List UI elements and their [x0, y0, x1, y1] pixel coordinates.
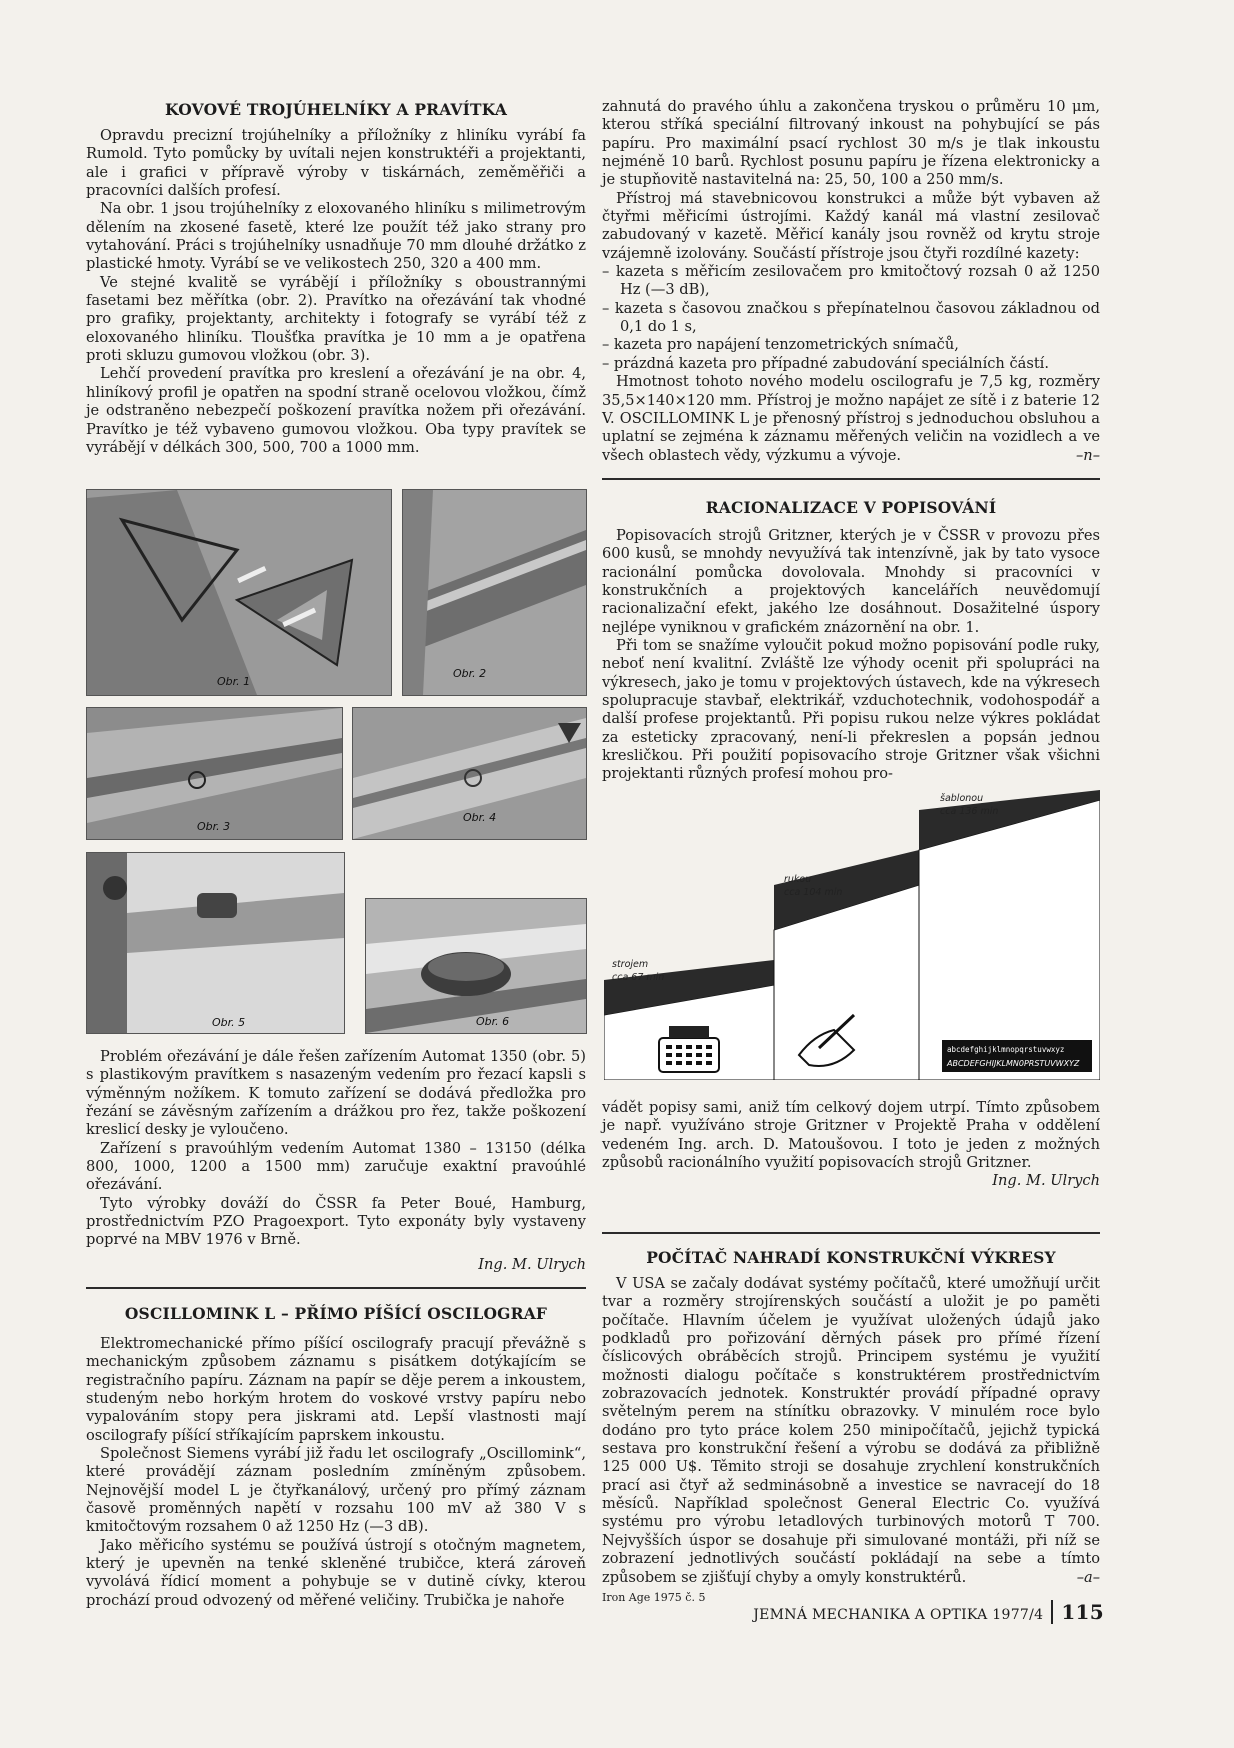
paragraph: Lehčí provedení pravítka pro kreslení a ořezávání je na obr. 4, hliníkový profil je opatřen na spodní straně ocelovou vložkou, čímž je odstraněno nebezpečí poškození pravítka nožem při ořezávání. Pravítko je též vybaveno gumovou vložkou. Oba typy pravítek se vyrábějí v délkách 300, 500, 700 a 1000 mm.	[86, 365, 586, 456]
article-title: KOVOVÉ TROJÚHELNÍKY A PRAVÍTKA	[164, 100, 508, 119]
divider	[602, 478, 1100, 480]
paragraph: Společnost Siemens vyrábí již řadu let oscilografy „Oscillomink“, které provádějí záznam posledním zmíněným způsobem. Nejnovější model L je čtyřkanálový, určený pro přímý záznam časově proměnných napětí v rozsahu 100 mV až 380 V s kmitočtovým rozsahem 0 až 1250 Hz (—3 dB).	[86, 1445, 586, 1536]
label-stroj: strojem	[612, 959, 649, 970]
list-item: – kazeta s časovou značkou s přepínatelnou časovou základnou od 0,1 do 1 s,	[602, 299, 1100, 336]
paragraph: Hmotnost tohoto nového modelu oscilografu je 7,5 kg, rozměry 35,5×140×120 mm. Přístroj je možno napájet ze sítě i z baterie 12 V. OSCILLOMINK L je přenosný přístroj s jednoduchou obsluhou a uplatní se zejména k záznamu měřených veličin na vozidlech a ve všech oblastech vědy, výzkumu a vývoje.	[602, 373, 1100, 464]
photo-label: Obr. 4	[463, 811, 497, 824]
divider	[86, 1287, 586, 1289]
stencil-sample	[942, 1040, 1092, 1072]
page-number: 115	[1051, 1600, 1104, 1624]
journal-name: JEMNÁ MECHANIKA A OPTIKA 1977/4	[753, 1607, 1044, 1623]
photo-obr-2	[402, 489, 587, 696]
source-note: Iron Age 1975 č. 5	[602, 1591, 706, 1605]
paragraph: Přístroj má stavebnicovou konstrukci a může být vybaven až čtyřmi měřicími ústrojími. Každý kanál má vlastní zesilovač zabudovaný v kazetě. Měřicí kanály jsou rovněž od krytu stroje vzájemně izolovány. Součástí přístroje jsou čtyři rozdílné kazety:	[602, 189, 1100, 262]
article-title: POČÍTAČ NAHRADÍ KONSTRUKČNÍ VÝKRESY	[646, 1248, 1056, 1267]
divider	[602, 1232, 1100, 1234]
paragraph: vádět popisy sami, aniž tím celkový dojem utrpí. Tímto způsobem je např. využíváno stroje Gritzner v Projektě Praha v oddělení vedeném Ing. arch. D. Matoušovou. I toto je jeden z možných způsobů racionálního využití popisovacích strojů Gritzner.	[602, 1099, 1100, 1172]
paragraph: V USA se začaly dodávat systémy počítačů, které umožňují určit tvar a rozměry strojírenských součástí a uložit je po paměti počítače. Hlavním účelem je využívat uložených údajů jako podkladů pro pořizování děrných pásek pro přímé řízení číslicových obráběcích strojů. Principem systému je využití možnosti dialogu počítače s konstruktérem prostřednictvím zobrazovacích jednotek. Konstruktér provádí případné opravy světelným perem na stínítku obrazovky. V minulém roce bylo dodáno pro tyto práce kolem 250 minipočítačů, jejichž typická sestava pro konstrukční řešení a výrobu se dodává za přibližně 125 000 U$. Těmito stroji se dosahuje zrychlení konstrukčních prací asi čtyř až sedminásobně a investice se navracejí do 18 měsíců. Například společnost General Electric Co. využívá systému pro výrobu letadlových turbinových motorů T 700. Nejvyšších úspor se dosahuje při simulované montáži, při níž se zobrazení jednotlivých součástí pokládají na sebe a tímto způsobem se zjišťují chyby a omyly konstruktérů.	[602, 1275, 1100, 1586]
article-pocitac	[602, 1248, 1100, 1604]
figure-drawing	[604, 790, 1100, 1080]
photo-obr-3	[86, 707, 343, 840]
paragraph: Na obr. 1 jsou trojúhelníky z eloxovaného hliníku s milimetrovým dělením na zkosené fasetě, které lze použít též jako strany pro vytahování. Práci s trojúhelníky usnadňuje 70 mm dlouhé držátko z plastické hmoty. Vyrábí se ve velikostech 250, 320 a 400 mm.	[86, 200, 586, 273]
author-signature: Ing. M. Ulrych	[992, 1172, 1100, 1190]
label-rukou-time: cca 104 min	[784, 887, 843, 898]
paragraph: zahnutá do pravého úhlu a zakončena tryskou o průměru 10 μm, kterou stříká speciální filtrovaný inkoust na pohybující se pás papíru. Pro maximální psací rychlost 30 m/s je tlak inkoustu nejméně 10 barů. Rychlost posunu papíru je řízena elektronicky a je stupňovitě nastavitelná na: 25, 50, 100 a 250 mm/s.	[602, 98, 1100, 189]
author-signature: –n–	[1076, 446, 1100, 464]
paragraph: Problém ořezávání je dále řešen zařízením Automat 1350 (obr. 5) s plastikovým pravítkem s nasazeným vedením pro řezací kapsli s výměnným nožíkem. K tomuto zařízení se dodává předložka pro řezání se závěsným zařízením a drážkou pro řez, takže poškození kreslicí desky je vyloučeno.	[86, 1048, 586, 1139]
article-oscillomink-continued	[602, 98, 1100, 465]
paragraph: Elektromechanické přímo píšící oscilografy pracují převážně s mechanickým způsobem záznamu s pisátkem dotýkajícím se registračního papíru. Záznam na papír se děje perem a inkoustem, studeným nebo horkým hrotem do voskové vrstvy papíru nebo vypalováním stopy pera jiskrami atd. Lepší vlastnosti mají oscilografy píšící stříkajícím paprskem inkoustu.	[86, 1335, 586, 1444]
paragraph: Tyto výrobky dováží do ČSSR fa Peter Boué, Hamburg, prostřednictvím PZO Pragoexport. Tyto exponáty byly vystaveny poprvé na MBV 1976 v Brně.	[86, 1194, 586, 1249]
article-oscillomink	[86, 1304, 586, 1610]
photo-obr-4	[352, 707, 587, 840]
photo-obr-1	[86, 489, 392, 696]
label-stroj-time: cca 67 min	[612, 972, 665, 983]
article-racionalizace	[602, 498, 1100, 784]
label-sablonou-time: cca 136 min	[940, 806, 999, 817]
article-kovove-trojuhelniky	[86, 100, 586, 457]
paragraph: Ve stejné kvalitě se vyrábějí i příložníky s oboustrannými fasetami bez měřítka (obr. 2). Pravítko na ořezávání tak vhodné pro grafiky, projektanty, architekty i fotografy se vyrábí též z eloxovaného hliníku. Tloušťka pravítka je 10 mm a je opatřena proti skluzu gumovou vložkou (obr. 3).	[86, 273, 586, 365]
stencil-uppercase: ABCDEFGHIJKLMN0PRSTUVWXYZ	[947, 1059, 1080, 1068]
photo-label: Obr. 2	[453, 667, 487, 680]
list-item: – kazeta pro napájení tenzometrických snímačů,	[602, 336, 959, 354]
photo-label: Obr. 5	[212, 1016, 246, 1029]
article-title: RACIONALIZACE V POPISOVÁNÍ	[705, 498, 997, 517]
figure-labelling-time	[604, 790, 1100, 1080]
paragraph: Zařízení s pravoúhlým vedením Automat 1380 – 13150 (délka 800, 1000, 1200 a 1500 mm) zaručuje exaktní pravoúhlé ořezávání.	[86, 1139, 586, 1194]
article-kovove-continued	[86, 1048, 586, 1274]
photo-label: Obr. 3	[197, 820, 231, 833]
photo-obr-5	[86, 852, 345, 1034]
photo-label: Obr. 1	[217, 675, 251, 688]
label-rukou: rukou	[784, 874, 812, 885]
author-signature: –a–	[1076, 1568, 1100, 1586]
paragraph: Popisovacích strojů Gritzner, kterých je v ČSSR v provozu přes 600 kusů, se mnohdy nevyužívá tak intenzívně, jak by tato vysoce racionální pomůcka dovolovala. Mnohdy si pracovníci v konstrukčních a projektových kancelářích neuvědomují racionalizační efekt, jakého lze dosáhnout. Dosažitelné úspory nejlépe vyniknou v grafickém znázornění na obr. 1.	[602, 527, 1100, 636]
article-title: OSCILLOMINK L – PŘÍMO PÍŠÍCÍ OSCILOGRAF	[124, 1304, 548, 1323]
cassette-list	[602, 263, 1100, 373]
stencil-lowercase: abcdefghijklmnopqrstuvwxyz	[947, 1045, 1065, 1054]
list-item: – prázdná kazeta pro případné zabudování speciálních částí.	[602, 354, 1049, 372]
author-signature: Ing. M. Ulrych	[478, 1255, 586, 1273]
photo-obr-6	[365, 898, 587, 1034]
paragraph: Při tom se snažíme vyloučit pokud možno popisování podle ruky, neboť není kvalitní. Zvláště lze výhody ocenit při spolupráci na výkresech, jako je tomu v projektových ústavech, kde na výkresech spolupracuje stavbař, elektrikář, vzduchotechnik, vodohospodář a další profese projektantů. Při popisu rukou nelze výkres pokládat za esteticky zpracovaný, není-li překreslen a popsán jednou kresličkou. Při použití popisovacího stroje Gritzner však všichni projektanti různých profesí mohou pro-	[602, 637, 1100, 783]
page-footer	[753, 1600, 1104, 1624]
paragraph: Jako měřicího systému se používá ústrojí s otočným magnetem, který je upevněn na tenké skleněné trubičce, která zároveň vyvolává řídicí moment a pohybuje se v dutině cívky, kterou prochází proud odvozený od měřené veličiny. Trubička je nahoře	[86, 1536, 586, 1609]
article-racionalizace-continued	[602, 1099, 1100, 1191]
label-sablonou: šablonou	[940, 793, 984, 804]
photo-label: Obr. 6	[476, 1015, 510, 1028]
list-item: – kazeta s měřicím zesilovačem pro kmitočtový rozsah 0 až 1250 Hz (—3 dB),	[602, 263, 1100, 299]
paragraph: Opravdu precizní trojúhelníky a příložníky z hliníku vyrábí fa Rumold. Tyto pomůcky by uvítali nejen konstruktéři a projektanti, ale i grafici v přípravě výroby v tiskárnách, zeměměřiči a pracovníci dalších profesí.	[86, 127, 586, 200]
